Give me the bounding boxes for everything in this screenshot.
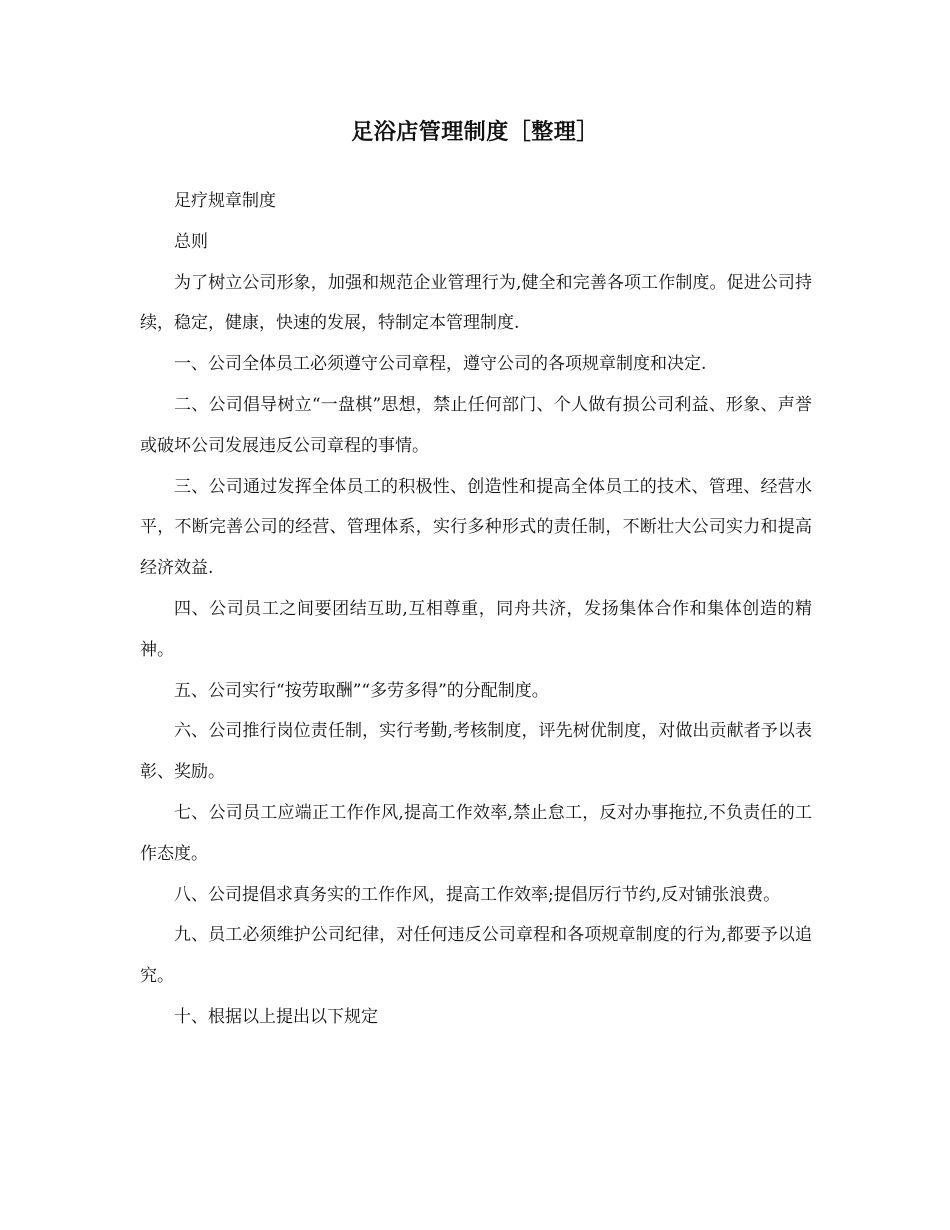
paragraph-heading-rules: 足疗规章制度 [174, 191, 276, 211]
paragraph-item-5: 五、公司实行“按劳取酬”“多劳多得”的分配制度。 [174, 680, 549, 701]
paragraph-item-9: 九、员工必须维护公司纪律，对任何违反公司章程和各项规章制度的行为,都要予以追究。 [140, 925, 812, 987]
paragraph-item-3: 三、公司通过发挥全体员工的积极性、创造性和提高全体员工的技术、管理、经营水平，不断完善公司的经营、管理体系，实行多种形式的责任制，不断壮大公司实力和提高经济效益. [140, 476, 812, 579]
document-body [140, 181, 812, 1038]
paragraph-item-1: 一、公司全体员工必须遵守公司章程，遵守公司的各项规章制度和决定. [174, 354, 707, 375]
paragraph-item-10: 十、根据以上提出以下规定 [174, 1006, 378, 1027]
paragraph-item-7: 七、公司员工应端正工作作风,提高工作效率,禁止怠工，反对办事拖拉,不负责任的工作态度。 [140, 802, 812, 864]
document-title: 足浴店管理制度［整理］ [351, 119, 599, 145]
paragraph-item-8: 八、公司提倡求真务实的工作作风，提高工作效率;提倡厉行节约,反对铺张浪费。 [174, 884, 781, 905]
paragraph-item-2: 二、公司倡导树立“一盘棋”思想，禁止任何部门、个人做有损公司利益、形象、声誉或破坏公司发展违反公司章程的事情。 [140, 394, 812, 456]
paragraph-item-4: 四、公司员工之间要团结互助,互相尊重，同舟共济，发扬集体合作和集体创造的精神。 [140, 598, 812, 660]
paragraph-intro: 为了树立公司形象，加强和规范企业管理行为,健全和完善各项工作制度。促进公司持续，稳定，健康，快速的发展，特制定本管理制度. [140, 272, 812, 334]
paragraph-item-6: 六、公司推行岗位责任制，实行考勤,考核制度，评先树优制度，对做出贡献者予以表彰、奖励。 [140, 721, 812, 783]
paragraph-heading-general: 总则 [174, 231, 208, 252]
